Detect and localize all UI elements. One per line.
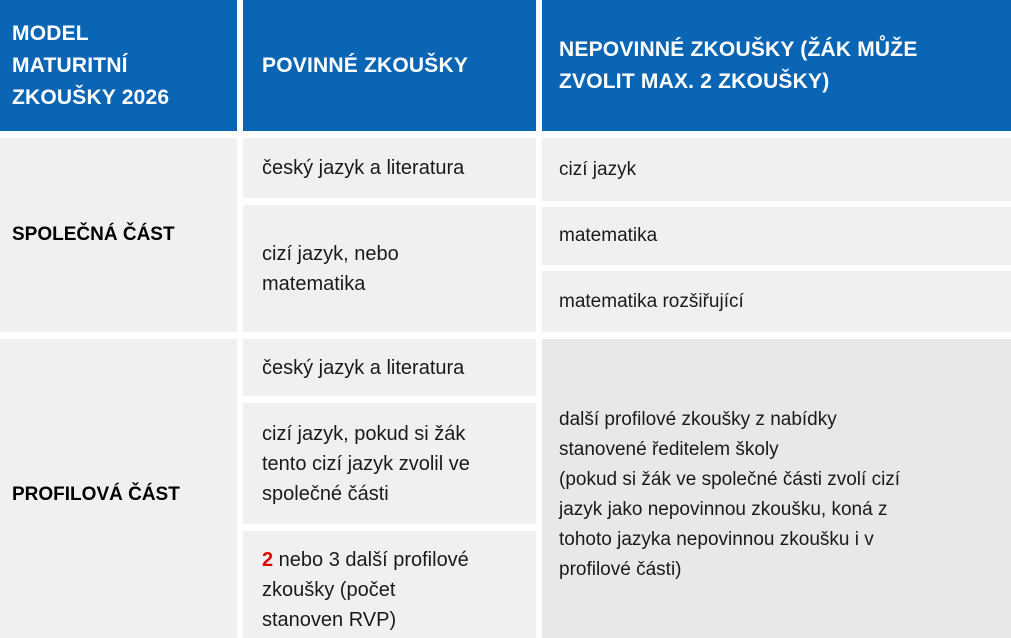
spolecna-nepovinne-2: matematika bbox=[542, 207, 1011, 265]
header-nepovinne: NEPOVINNÉ ZKOUŠKY (ŽÁK MŮŽE ZVOLIT MAX. 2 ZKOUŠKY) bbox=[542, 0, 1011, 131]
spolecna-povinne-2: cizí jazyk, nebo matematika bbox=[243, 205, 536, 332]
header-povinne: POVINNÉ ZKOUŠKY bbox=[243, 0, 536, 131]
row-label-spolecna: SPOLEČNÁ ČÁST bbox=[0, 138, 237, 332]
profilova-povinne-3-rest: nebo 3 další profilové zkoušky (počet stanoven RVP) bbox=[262, 548, 469, 631]
profilova-povinne-3-text bbox=[262, 545, 469, 635]
spolecna-nepovinne-1: cizí jazyk bbox=[542, 138, 1011, 201]
row-label-profilova: PROFILOVÁ ČÁST bbox=[0, 339, 237, 638]
highlight-number: 2 bbox=[262, 548, 274, 571]
header-model: MODEL MATURITNÍ ZKOUŠKY 2026 bbox=[0, 0, 237, 131]
spolecna-nepovinne-3: matematika rozšiřující bbox=[542, 271, 1011, 332]
profilova-povinne-1: český jazyk a literatura bbox=[243, 339, 536, 396]
profilova-nepovinne: další profilové zkoušky z nabídky stanovené ředitelem školy (pokud si žák ve společné části zvolí cizí jazyk jako nepovinnou zkoušku, koná z tohoto jazyka nepovinnou zkoušku i v profilové části) bbox=[542, 339, 1011, 638]
profilova-povinne-2: cizí jazyk, pokud si žák tento cizí jazyk zvolil ve společné části bbox=[243, 403, 536, 524]
profilova-povinne-3 bbox=[243, 531, 536, 638]
spolecna-povinne-1: český jazyk a literatura bbox=[243, 138, 536, 198]
